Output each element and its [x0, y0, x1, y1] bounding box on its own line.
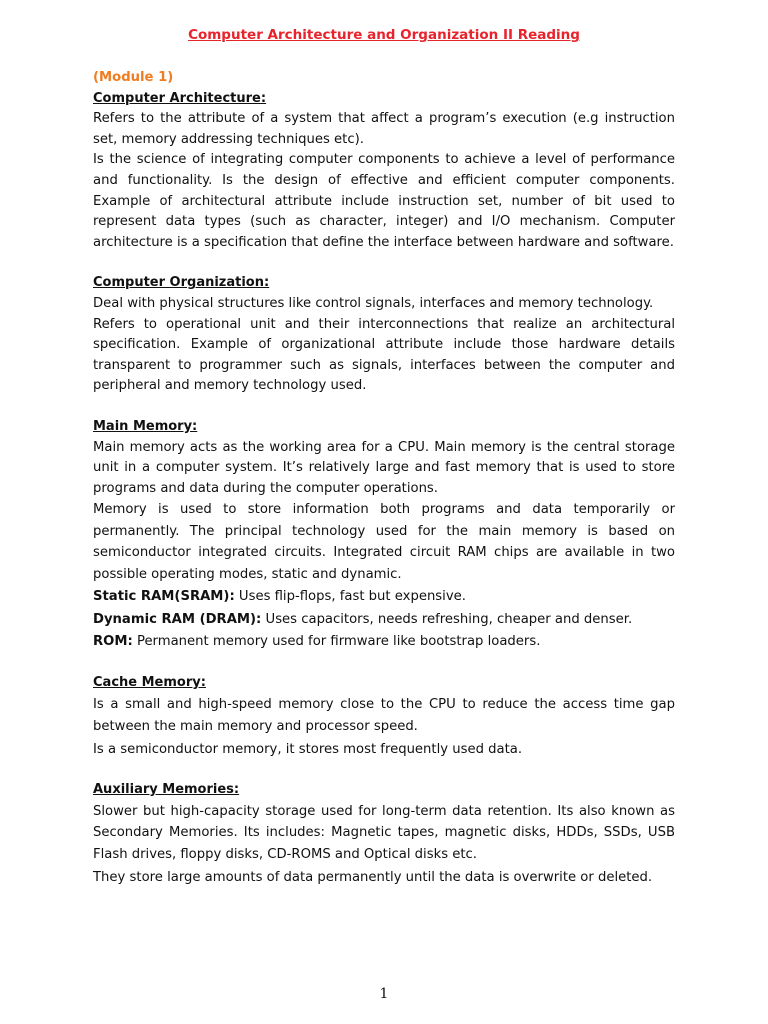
heading-cache-memory: Cache Memory:	[93, 675, 206, 691]
sram-label: Static RAM(SRAM):	[93, 589, 235, 605]
heading-auxiliary-memories: Auxiliary Memories:	[93, 782, 240, 798]
document-body	[93, 68, 675, 889]
rom-label: ROM:	[93, 634, 133, 650]
dram-text: Uses capacitors, needs refreshing, cheaper and denser.	[261, 611, 633, 627]
paragraph: Slower but high-capacity storage used for long-term data retention. Its also known as Secondary Memories. Its includes: Magnetic tapes, magnetic disks, HDDs, SSDs, USB Flash drives, floppy disks, CD-ROMS and Optical disks etc.	[93, 803, 675, 862]
heading-main-memory: Main Memory:	[93, 418, 198, 434]
paragraph: Is a small and high-speed memory close to the CPU to reduce the access time gap between the main memory and processor speed.	[93, 696, 675, 734]
sram-line	[93, 587, 675, 608]
paragraph: Deal with physical structures like control signals, interfaces and memory technology.	[93, 295, 654, 311]
heading-computer-architecture: Computer Architecture:	[93, 90, 267, 106]
paragraph: Refers to operational unit and their interconnections that realize an architectural specification. Example of organizational attribute include those hardware details transparent to programmer such as signals, interfaces between the computer and peripheral and memory technology used.	[93, 316, 675, 394]
paragraph: Refers to the attribute of a system that affect a program’s execution (e.g instruction set, memory addressing techniques etc).	[93, 111, 675, 147]
paragraph: Memory is used to store information both programs and data temporarily or permanently. The principal technology used for the main memory is based on semiconductor integrated circuits. Integrated circuit RAM chips are available in two possible operating modes, static and dynamic.	[93, 502, 675, 582]
paragraph: Is a semiconductor memory, it stores most frequently used data.	[93, 741, 523, 757]
paragraph: Main memory acts as the working area for a CPU. Main memory is the central storage unit in a computer system. It’s relatively large and fast memory that is used to store programs and data during the computer operations.	[93, 439, 675, 496]
heading-computer-organization: Computer Organization:	[93, 275, 270, 291]
module-label: (Module 1)	[93, 70, 174, 85]
rom-line	[93, 632, 675, 653]
sram-text: Uses flip-flops, fast but expensive.	[234, 589, 466, 605]
dram-label: Dynamic RAM (DRAM):	[93, 611, 262, 627]
rom-text: Permanent memory used for firmware like bootstrap loaders.	[132, 634, 541, 650]
paragraph: Is the science of integrating computer components to achieve a level of performance and functionality. Is the design of effective and efficient computer components. Example of architectural attribute include instruction set, number of bit used to represent data types (such as character, integer) and I/O mechanism. Computer architecture is a specification that define the interface between hardware and software.	[93, 152, 675, 250]
page-number: 1	[379, 986, 389, 1002]
document-title: Computer Architecture and Organization II Reading	[188, 27, 580, 43]
paragraph: They store large amounts of data permanently until the data is overwrite or deleted.	[93, 870, 653, 886]
dram-line	[93, 610, 675, 631]
